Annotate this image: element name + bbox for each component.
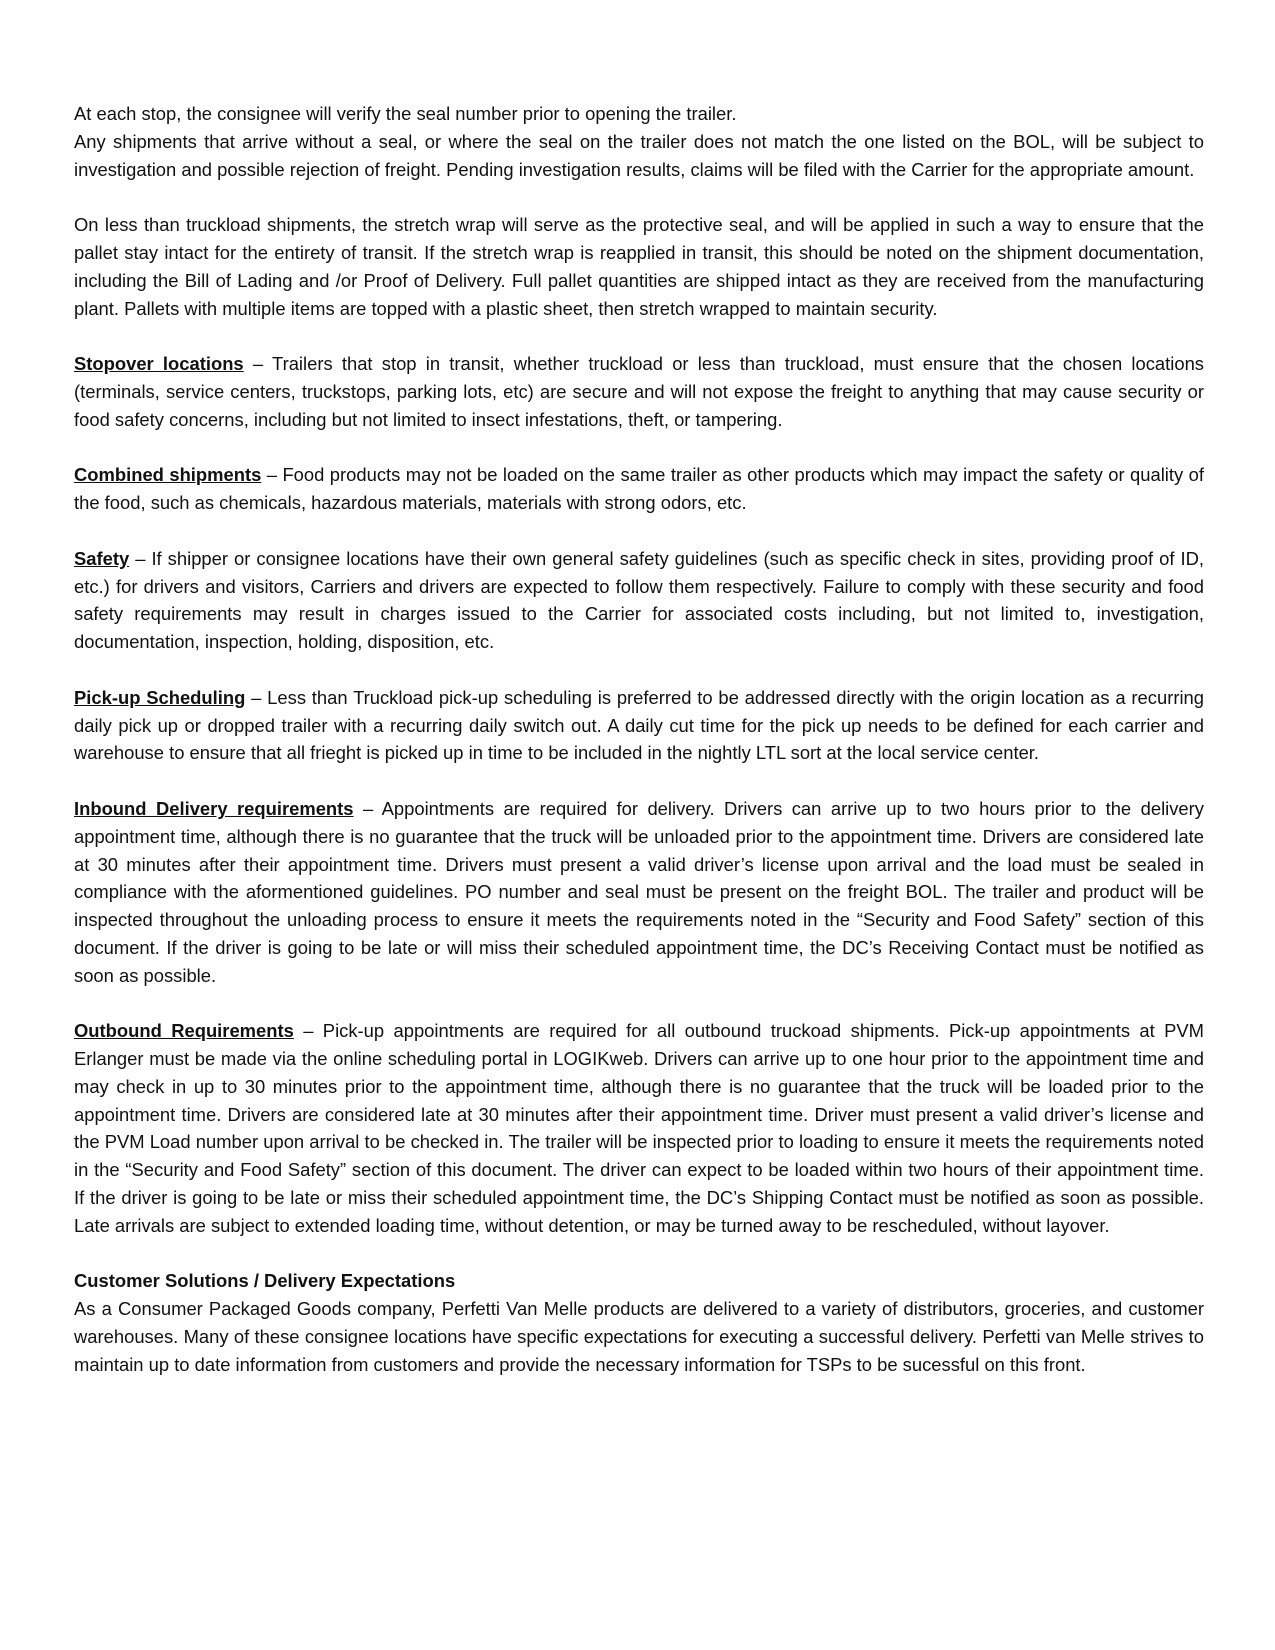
seal-verification-paragraph	[74, 100, 1204, 183]
inbound-delivery-paragraph	[74, 795, 1204, 990]
pickup-scheduling-text: – Less than Truckload pick-up scheduling is preferred to be addressed directly with the origin location as a recurring daily pick up or dropped trailer with a recurring daily switch out. A daily cut time for the pick up needs to be defined for each carrier and warehouse to ensure that all frieght is picked up in time to be included in the nightly LTL sort at the local service center.	[74, 686, 1204, 764]
ltl-stretch-wrap-paragraph: On less than truckload shipments, the stretch wrap will serve as the protective seal, and will be applied in such a way to ensure that the pallet stay intact for the entirety of transit. If the stretch wrap is reapplied in transit, this should be noted on the shipment documentation, including the Bill of Lading and /or Proof of Delivery. Full pallet quantities are shipped intact as they are received from the manufacturing plant. Pallets with multiple items are topped with a plastic sheet, then stretch wrapped to maintain security.	[74, 214, 1204, 319]
customer-solutions-heading: Customer Solutions / Delivery Expectations	[74, 1270, 456, 1292]
stopover-locations-paragraph	[74, 350, 1204, 433]
pickup-scheduling-heading: Pick-up Scheduling	[74, 686, 246, 708]
seal-mismatch-text: Any shipments that arrive without a seal, or where the seal on the trailer does not match the one listed on the BOL, will be subject to investigation and possible rejection of freight. Pending investigation results, claims will be filed with the Carrier for the appropriate amount.	[74, 130, 1204, 180]
outbound-requirements-paragraph	[74, 1017, 1204, 1239]
customer-solutions-text: As a Consumer Packaged Goods company, Perfetti Van Melle products are delivered to a variety of distributors, groceries, and customer warehouses. Many of these consignee locations have specific expectations for executing a successful delivery. Perfetti van Melle strives to maintain up to date information from customers and provide the necessary information for TSPs to be sucessful on this front.	[74, 1298, 1204, 1375]
stopover-locations-text: – Trailers that stop in transit, whether truckload or less than truckload, must ensure that the chosen locations (terminals, service centers, truckstops, parking lots, etc) are secure and will not expose the freight to anything that may cause security or food safety concerns, including but not limited to insect infestations, theft, or tampering.	[74, 353, 1204, 430]
safety-heading: Safety	[74, 547, 130, 569]
safety-paragraph	[74, 545, 1204, 656]
outbound-requirements-text: – Pick-up appointments are required for all outbound truckoad shipments. Pick-up appointments at PVM Erlanger must be made via the online scheduling portal in LOGIKweb. Drivers can arrive up to one hour prior to the appointment time and may check in up to 30 minutes prior to the appointment time, although there is no guarantee that the truck will be loaded prior to the appointment time. Drivers are considered late at 30 minutes after their appointment time. Driver must present a valid driver’s license and the PVM Load number upon arrival to be checked in. The trailer will be inspected prior to loading to ensure it meets the requirements noted in the “Security and Food Safety” section of this document. The driver can expect to be loaded within two hours of their appointment time. If the driver is going to be late or miss their scheduled appointment time, the DC’s Shipping Contact must be notified as soon as possible. Late arrivals are subject to extended loading time, without detention, or may be turned away to be rescheduled, without layover.	[74, 1020, 1204, 1236]
combined-shipments-text: – Food products may not be loaded on the same trailer as other products which may impact the safety or quality of the food, such as chemicals, hazardous materials, materials with strong odors, etc.	[74, 464, 1204, 514]
combined-shipments-paragraph	[74, 461, 1204, 517]
inbound-delivery-text: – Appointments are required for delivery. Drivers can arrive up to two hours prior to the delivery appointment time, although there is no guarantee that the truck will be unloaded prior to the appointment time. Drivers are considered late at 30 minutes after their appointment time. Drivers must present a valid driver’s license upon arrival and the load must be sealed in compliance with the aformentioned guidelines. PO number and seal must be present on the freight BOL. The trailer and product will be inspected throughout the unloading process to ensure it meets the requirements noted in the “Security and Food Safety” section of this document. If the driver is going to be late or will miss their scheduled appointment time, the DC’s Receiving Contact must be notified as soon as possible.	[74, 797, 1204, 986]
document-page	[74, 100, 1204, 1379]
combined-shipments-heading: Combined shipments	[74, 464, 262, 486]
customer-solutions-section	[74, 1267, 1204, 1378]
stopover-locations-heading: Stopover locations	[74, 353, 244, 375]
seal-verification-line: At each stop, the consignee will verify the seal number prior to opening the trailer.	[74, 103, 737, 124]
outbound-requirements-heading: Outbound Requirements	[74, 1020, 294, 1042]
safety-text: – If shipper or consignee locations have their own general safety guidelines (such as specific check in sites, providing proof of ID, etc.) for drivers and visitors, Carriers and drivers are expected to follow them respectively. Failure to comply with these security and food safety requirements may result in charges issued to the Carrier for associated costs including, but not limited to, investigation, documentation, inspection, holding, disposition, etc.	[74, 547, 1204, 653]
inbound-delivery-heading: Inbound Delivery requirements	[74, 797, 354, 819]
pickup-scheduling-paragraph	[74, 684, 1204, 767]
